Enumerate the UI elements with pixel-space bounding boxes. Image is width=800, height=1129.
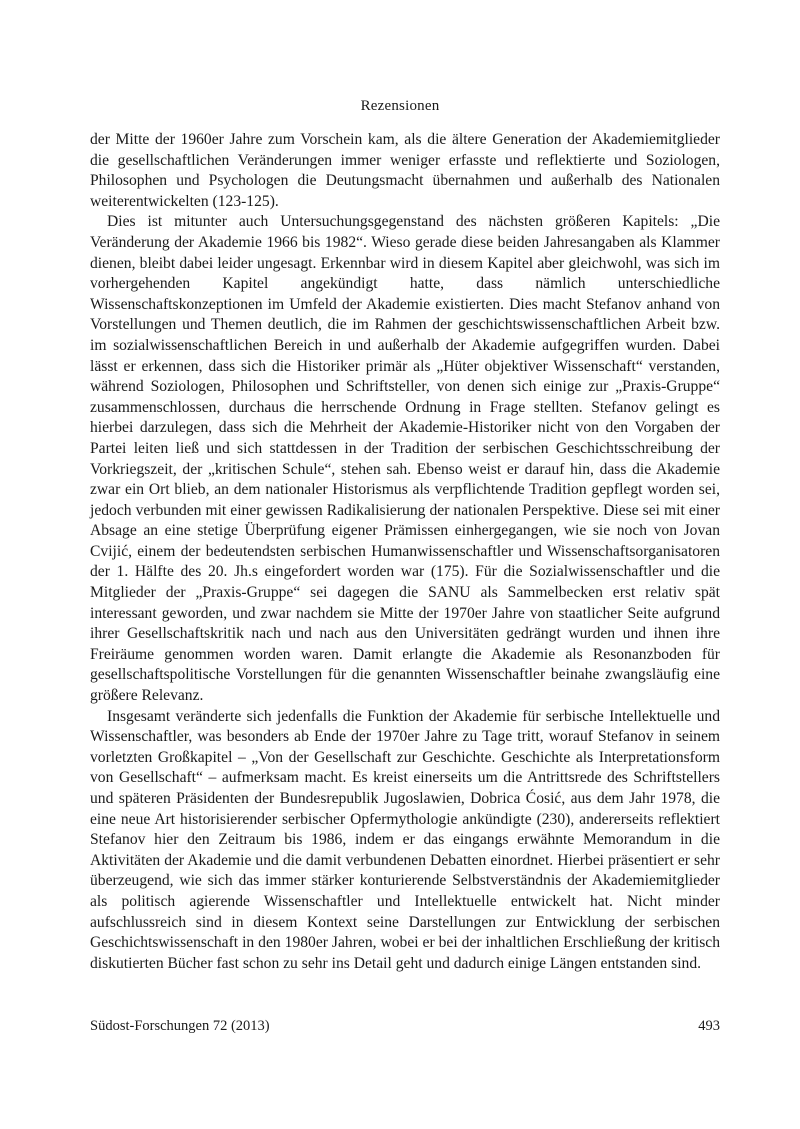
page-footer [90,1018,720,1035]
running-header: Rezensionen [360,98,440,114]
paragraph-1: der Mitte der 1960er Jahre zum Vorschein kam, als die ältere Generation der Akademiemitglieder die gesellschaftlichen Veränderungen immer weniger erfasste und reflektierte und Soziologen, Philosophen und Psychologen die Deutungsmacht übernahmen und außerhalb des Nationalen weiterentwickelten (123-125). [90,131,720,210]
article-body [90,130,720,974]
journal-citation: Südost-Forschungen 72 (2013) [90,1018,270,1034]
page-number: 493 [698,1018,720,1034]
paragraph-3: Insgesamt veränderte sich jedenfalls die Funktion der Akademie für serbische Intellektuelle und Wissenschaftler, was besonders ab Ende der 1970er Jahre zu Tage tritt, worauf Stefanov in seinem vorletzten Großkapitel – „Von der Gesellschaft zur Geschichte. Geschichte als Interpretationsform von Gesellschaft“ – aufmerksam macht. Es kreist einerseits um die Antrittsrede des Schriftstellers und späteren Präsidenten der Bundesrepublik Jugoslawien, Dobrica Ćosić, aus dem Jahr 1978, die eine neue Art historisierender serbischer Opfermythologie ankündigte (230), andererseits reflektiert Stefanov hier den Zeitraum bis 1986, indem er das eingangs erwähnte Memorandum in die Aktivitäten der Akademie und die damit verbundenen Debatten einordnet. Hierbei präsentiert er sehr überzeugend, wie sich das immer stärker konturierende Selbstverständnis der Akademiemitglieder als politisch agierende Wissenschaftler und Intellektuelle entwickelt hat. Nicht minder aufschlussreich sind in diesem Kontext seine Darstellungen zur Entwicklung der serbischen Geschichtswissenschaft in den 1980er Jahren, wobei er bei der inhaltlichen Erschließung der kritisch diskutierten Bücher fast schon zu sehr ins Detail geht und dadurch einige Längen entstanden sind. [90,707,720,972]
paragraph-2: Dies ist mitunter auch Untersuchungsgegenstand des nächsten größeren Kapitels: „Die Veränderung der Akademie 1966 bis 1982“. Wieso gerade diese beiden Jahresangaben als Klammer dienen, bleibt dabei leider ungesagt. Erkennbar wird in diesem Kapitel aber gleichwohl, was sich im vorhergehenden Kapitel angekündigt hatte, dass nämlich unterschiedliche Wissenschaftskonzeptionen im Umfeld der Akademie existierten. Dies macht Stefanov anhand von Vorstellungen und Themen deutlich, die im Rahmen der geschichtswissenschaftlichen Arbeit bzw. im sozialwissenschaftlichen Bereich in und außerhalb der Akademie aufgegriffen wurden. Dabei lässt er erkennen, dass sich die Historiker primär als „Hüter objektiver Wissenschaft“ verstanden, während Soziologen, Philosophen und Schriftsteller, von denen sich einige zur „Praxis-Gruppe“ zusammenschlossen, durchaus die herrschende Ordnung in Frage stellten. Stefanov gelingt es hierbei darzulegen, dass sich die Mehrheit der Akademie-Historiker nicht von den Vorgaben der Partei leiten ließ und sich stattdessen in der Tradition der serbischen Geschichtsschreibung der Vorkriegszeit, der „kritischen Schule“, stehen sah. Ebenso weist er darauf hin, dass die Akademie zwar ein Ort blieb, an dem nationaler Historismus als verpflichtende Tradition gepflegt worden sei, jedoch verbunden mit einer gewissen Radikalisierung der nationalen Perspektive. Diese sei mit einer Absage an eine stetige Überprüfung eigener Prämissen einhergegangen, wie sie noch von Jovan Cvijić, einem der bedeutendsten serbischen Humanwissenschaftler und Wissenschaftsorganisatoren der 1. Hälfte des 20. Jh.s eingefordert worden war (175). Für die Sozialwissenschaftler und die Mitglieder der „Praxis-Gruppe“ sei dagegen die SANU als Sammelbecken erst relativ spät interessant geworden, und zwar nachdem sie Mitte der 1970er Jahre von staatlicher Seite aufgrund ihrer Gesellschaftskritik nach und nach aus den Universitäten gedrängt wurden und ihnen ihre Freiräume genommen worden waren. Damit erlangte die Akademie als Resonanzboden für gesellschaftspolitische Vorstellungen für die genannten Wissenschaftler beinahe zwangsläufig eine größere Relevanz. [90,213,720,705]
